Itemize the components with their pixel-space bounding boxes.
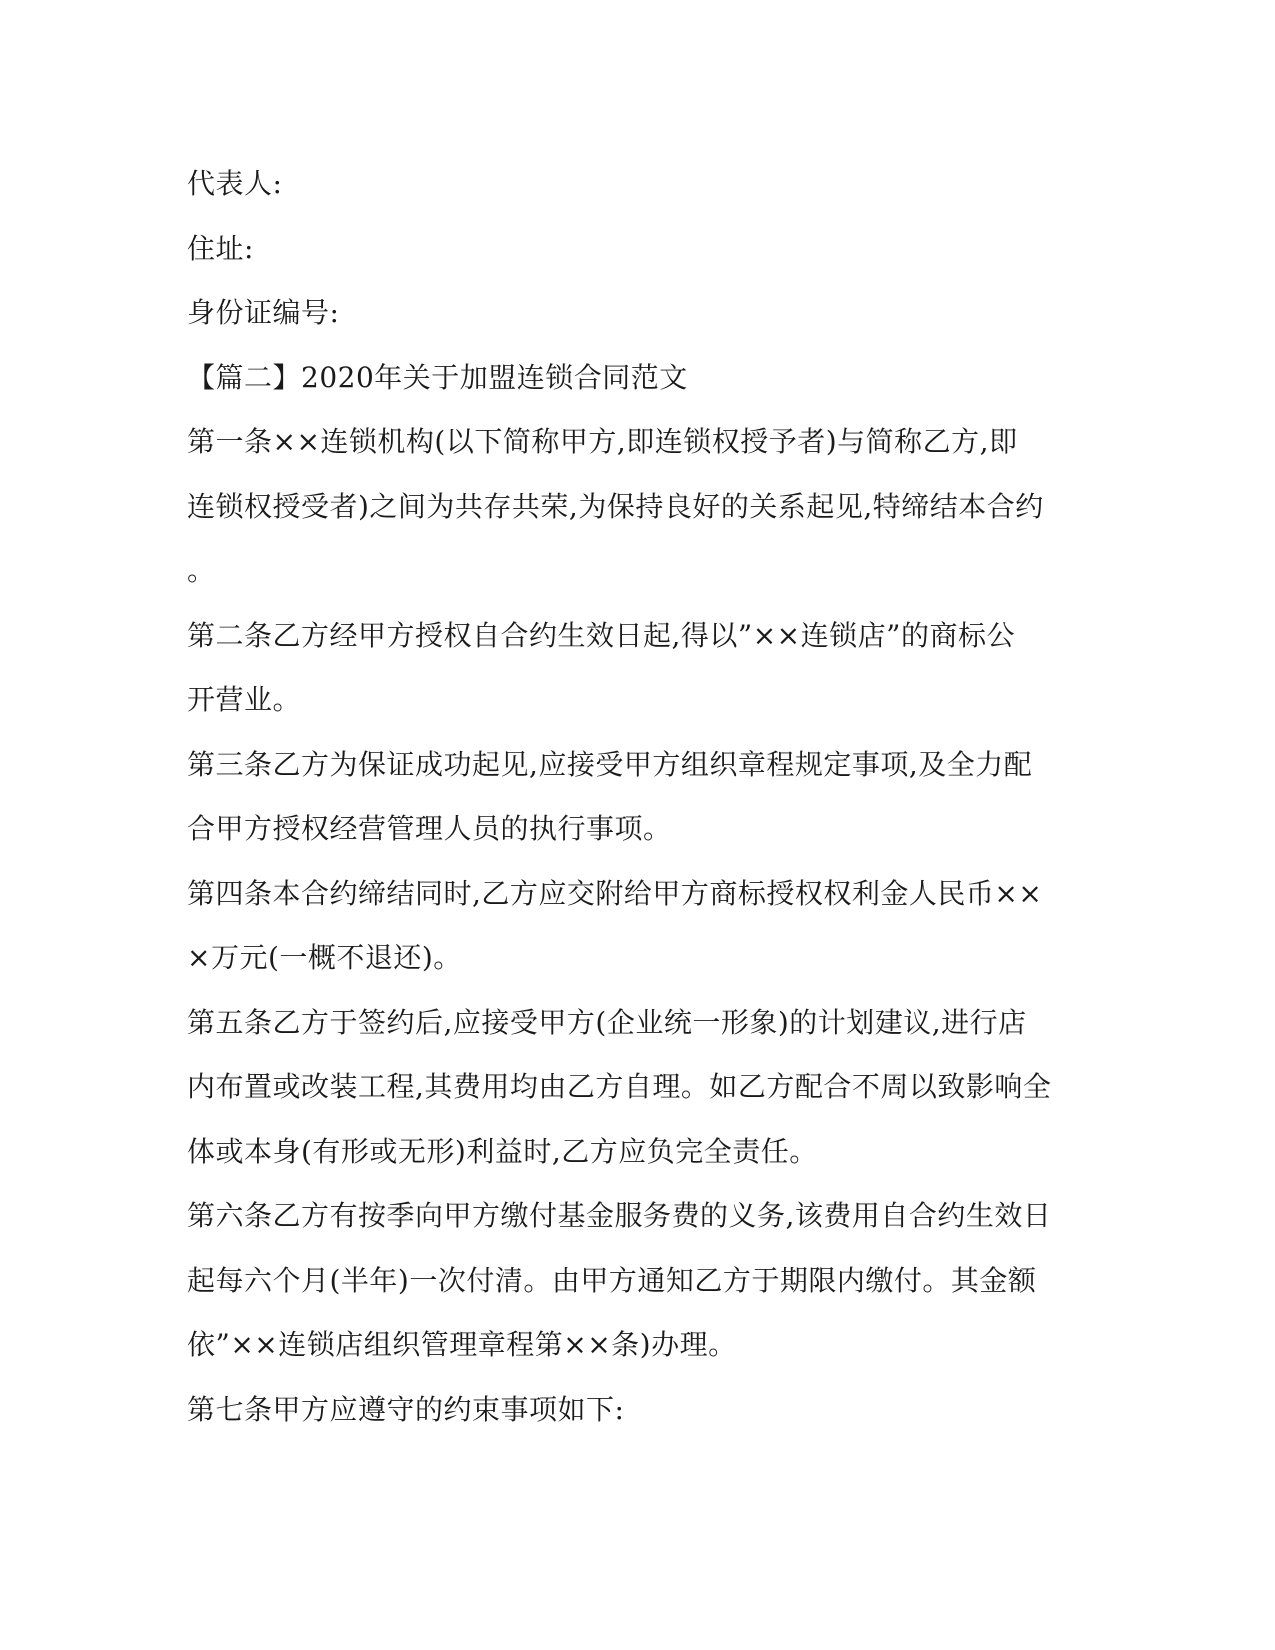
article-7-line-1: 第七条甲方应遵守的约束事项如下: [187,1392,625,1426]
section-heading: 【篇二】2020年关于加盟连锁合同范文 [187,360,688,394]
article-3-line-2: 合甲方授权经营管理人员的执行事项。 [187,812,672,845]
article-4-line-2: ×万元(一概不退还)。 [187,941,462,974]
article-4-line-1: 第四条本合约缔结同时,乙方应交附给甲方商标授权权利金人民币×× [187,876,1043,910]
article-5-line-3: 体或本身(有形或无形)利益时,乙方应负完全责任。 [187,1134,818,1168]
article-6-line-3: 依”××连锁店组织管理章程第××条)办理。 [187,1328,737,1361]
article-3-line-1: 第三条乙方为保证成功起见,应接受甲方组织章程规定事项,及全力配 [187,747,1033,781]
article-2-line-1: 第二条乙方经甲方授权自合约生效日起,得以”××连锁店”的商标公 [187,618,1015,652]
article-1-line-1: 第一条××连锁机构(以下简称甲方,即连锁权授予者)与简称乙方,即 [187,425,1018,458]
article-1-line-2: 连锁权授受者)之间为共存共荣,为保持良好的关系起见,特缔结本合约 [187,489,1044,523]
article-2-line-2: 开营业。 [187,683,302,716]
article-5-line-1: 第五条乙方于签约后,应接受甲方(企业统一形象)的计划建议,进行店 [187,1005,1027,1039]
representative-label: 代表人: [187,167,283,200]
article-1-line-3: 。 [187,554,216,587]
address-label: 住址: [187,231,254,265]
article-6-line-1: 第六条乙方有按季向甲方缴付基金服务费的义务,该费用自合约生效日 [187,1199,1052,1232]
article-6-line-2: 起每六个月(半年)一次付清。由甲方通知乙方于期限内缴付。其金额 [187,1263,1037,1297]
article-5-line-2: 内布置或改装工程,其费用均由乙方自理。如乙方配合不周以致影响全 [187,1070,1052,1103]
id-number-label: 身份证编号: [187,296,340,329]
document-body [187,152,1087,1442]
